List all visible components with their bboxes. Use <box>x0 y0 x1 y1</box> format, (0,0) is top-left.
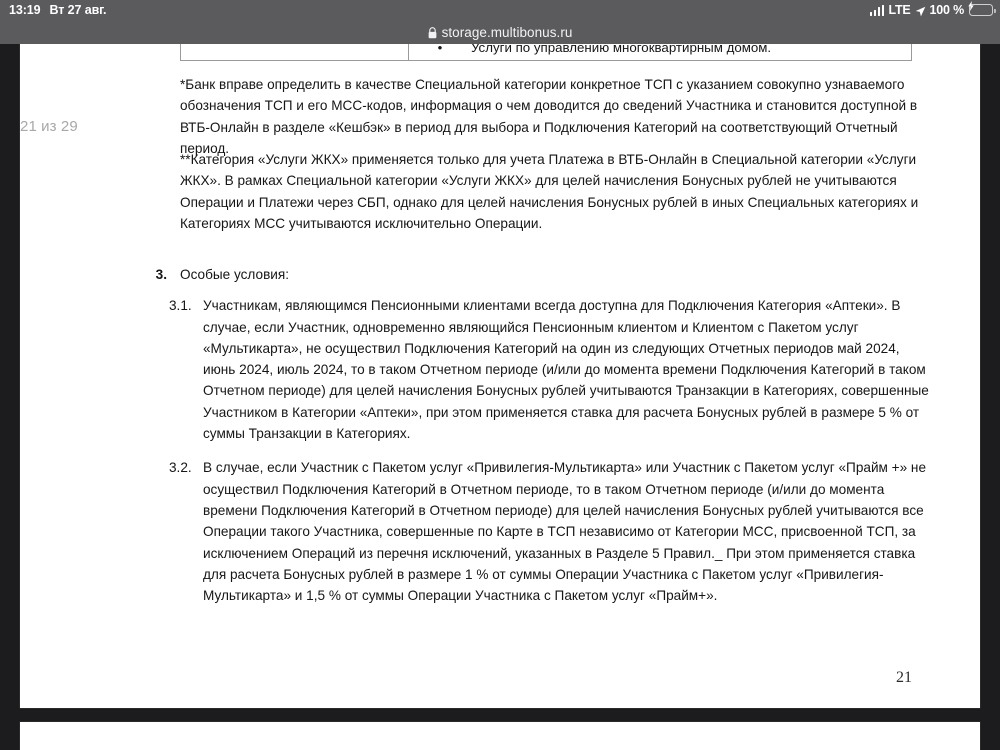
network-type-label: LTE <box>888 3 911 17</box>
cellular-bars-icon <box>870 5 885 16</box>
status-bar-left <box>9 3 106 17</box>
section-items <box>145 295 935 606</box>
battery-charging-icon <box>969 4 993 16</box>
footnote-single-asterisk: *Банк вправе определить в качестве Специальной категории конкретное ТСП с указанием совокупно узнаваемого обозначения ТСП и его МСС-кодов, информация о чем доводится до сведений Участника и становится доступной в ВТБ-Онлайн в разделе «Кешбэк» в период для выбора и Подключения Категорий на соответствующий Отчетный период. <box>180 77 918 156</box>
table-fragment <box>180 44 912 61</box>
lock-icon <box>428 26 437 38</box>
clock-date: Вт 27 авг. <box>49 3 107 17</box>
status-bar-right <box>870 3 993 17</box>
document-body <box>20 44 980 708</box>
list-item <box>145 457 935 606</box>
pdf-page-21 <box>20 44 980 708</box>
table-row-text: Услуги по управлению многоквартирным домом. <box>471 44 772 55</box>
list-item-text: Участникам, являющимся Пенсионными клиентами всегда доступна для Подключения Категория «Аптеки». В случае, если Участник, одновременно являющийся Пенсионным клиентом и Клиентом с Пакетом услуг «Мультикарта», не осуществил Подключения Категорий на один из следующих Отчетных периодов май 2024, июнь 2024, июль 2024, то в таком Отчетном периоде (и/или до момента времени Подключения Категорий в таком Отчетном периоде) для целей начисления Бонусных рублей учитываются Транзакции в Категориях, совершенные Участником в Категории «Аптеки», при этом применяется ставка для расчета Бонусных рублей в размере 5 % от суммы Транзакции в Категориях. <box>203 298 929 442</box>
section-number: 3. <box>155 267 167 282</box>
battery-percent-label: 100 % <box>929 3 964 17</box>
location-arrow-icon <box>915 6 926 17</box>
section-title: Особые условия: <box>180 267 290 282</box>
table-cell-right <box>409 44 911 60</box>
list-item-text: В случае, если Участник с Пакетом услуг «Привилегия-Мультикарта» или Участник с Пакетом услуг «Прайм +» не осуществил Подключения Категорий в Отчетном периоде, то в таком Отчетном периоде (и/или до момента времени Подключения Категорий в Отчетном периоде) для целей начисления Бонусных рублей учитываются все Операции такого Участника, совершенные по Карте в ТСП независимо от Категории МСС, присвоенной ТСП, за исключением Операций из перечня исключений, указанных в Разделе 5 Правил._ При этом применяется ставка для расчета Бонусных рублей в размере 1 % от суммы Операции Участника с Пакетом услуг «Привилегия-Мультикарта» и 1,5 % от суммы Операции Участника с Пакетом услуг «Прайм+». <box>203 460 927 604</box>
clock-time: 13:19 <box>9 3 41 17</box>
url-text: storage.multibonus.ru <box>441 24 573 40</box>
list-item-number: 3.2. <box>169 460 192 476</box>
section-special-conditions <box>145 264 935 619</box>
page-indicator: 21 из 29 <box>20 118 78 135</box>
list-item-number: 3.1. <box>169 298 192 314</box>
footnote-double-asterisk: **Категория «Услуги ЖКХ» применяется только для учета Платежа в ВТБ-Онлайн в Специальной категории «Услуги ЖКХ». В рамках Специальной категории «Услуги ЖКХ» для целей начисления Бонусных рублей не учитываются Операции и Платежи через СБП, однако для целей начисления Бонусных рублей в иных Специальных категориях и Категориях МСС учитываются исключительно Операции. <box>180 152 919 231</box>
printed-page-number: 21 <box>896 669 912 686</box>
bullet-icon: • <box>437 44 443 55</box>
pdf-page-22 <box>20 722 980 750</box>
list-item <box>145 295 935 444</box>
section-heading <box>145 264 935 285</box>
browser-address-bar[interactable] <box>0 20 1000 44</box>
pdf-viewer[interactable] <box>0 44 1000 750</box>
status-bar <box>0 0 1000 20</box>
table-cell-left <box>181 44 409 60</box>
